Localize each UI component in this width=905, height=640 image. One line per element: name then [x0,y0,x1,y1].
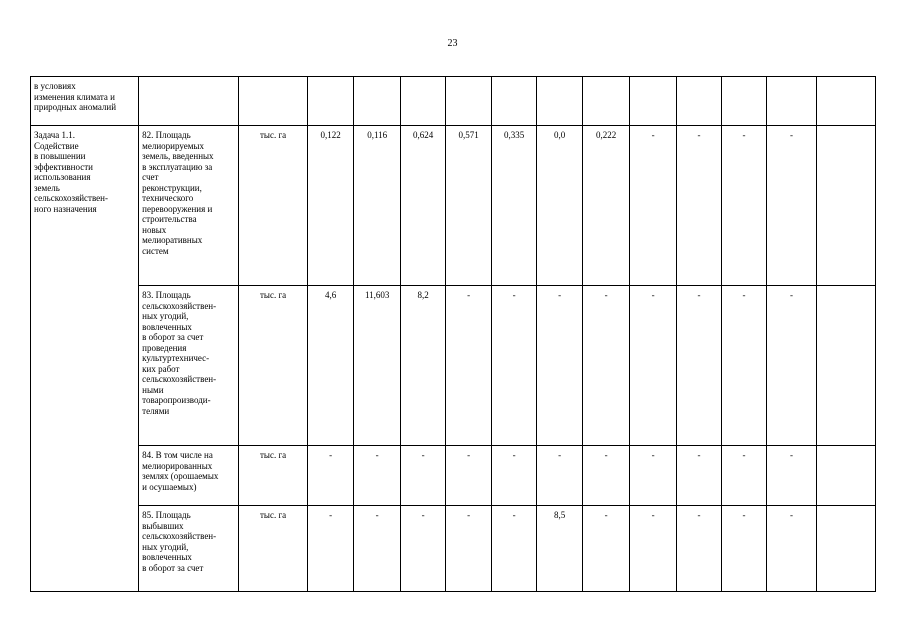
value-cell: - [446,506,491,592]
empty-cell [582,77,630,126]
value-cell: - [400,506,445,592]
value-cell: - [537,286,582,446]
unit-cell: тыс. га [239,446,308,506]
value-cell: - [582,446,630,506]
empty-cell [139,77,239,126]
value-cell: 11,603 [354,286,400,446]
value-cell: - [446,286,491,446]
value-cell: - [307,446,353,506]
unit-cell: тыс. га [239,506,308,592]
value-cell: - [630,126,676,286]
value-cell: - [537,446,582,506]
value-cell: - [630,506,676,592]
indicator-cell: 85. Площадь выбывших сельскохозяйствен- ных угодий, вовлеченных в оборот за счет [139,506,239,592]
value-cell: 8,2 [400,286,445,446]
value-cell [817,446,876,506]
empty-cell [817,77,876,126]
unit-cell: тыс. га [239,126,308,286]
value-cell: - [582,286,630,446]
value-cell: - [630,446,676,506]
indicator-cell: 83. Площадь сельскохозяйствен- ных угодий, вовлеченных в оборот за счет проведения культуртехничес- ких работ сельскохозяйствен- ными товаропроизводи- телями [139,286,239,446]
empty-cell [722,77,766,126]
continuation-cell: в условиях изменения климата и природных аномалий [31,77,139,126]
empty-cell [446,77,491,126]
continuation-row [31,77,876,126]
indicator-cell: 84. В том числе на мелиорированных землях (орошаемых и осушаемых) [139,446,239,506]
page-number: 23 [447,38,458,49]
value-cell: 0,222 [582,126,630,286]
value-cell: - [307,506,353,592]
empty-cell [766,77,817,126]
value-cell: - [630,286,676,446]
empty-cell [239,77,308,126]
value-cell: 0,0 [537,126,582,286]
value-cell [817,506,876,592]
value-cell: - [354,446,400,506]
value-cell [817,126,876,286]
value-cell: - [354,506,400,592]
value-cell: - [491,446,536,506]
value-cell: - [582,506,630,592]
value-cell: - [491,286,536,446]
empty-cell [537,77,582,126]
value-cell: 0,122 [307,126,353,286]
value-cell: 0,335 [491,126,536,286]
value-cell: 0,571 [446,126,491,286]
table-row [31,286,876,446]
empty-cell [400,77,445,126]
value-cell: - [722,446,766,506]
value-cell: - [676,126,721,286]
value-cell: - [766,446,817,506]
value-cell: - [722,286,766,446]
value-cell: 0,624 [400,126,445,286]
value-cell: 4,6 [307,286,353,446]
indicator-cell: 82. Площадь мелиорируемых земель, введенных в эксплуатацию за счет реконструкции, технического перевооружения и строительства новых мелиоративных систем [139,126,239,286]
empty-cell [630,77,676,126]
indicators-table [30,76,876,592]
value-cell: - [722,126,766,286]
value-cell: - [722,506,766,592]
value-cell: - [491,506,536,592]
value-cell: 0,116 [354,126,400,286]
value-cell: - [766,506,817,592]
value-cell: - [446,446,491,506]
table-row [31,446,876,506]
value-cell: - [676,446,721,506]
empty-cell [354,77,400,126]
value-cell: - [766,126,817,286]
value-cell [817,286,876,446]
empty-cell [307,77,353,126]
table-row [31,126,876,286]
unit-cell: тыс. га [239,286,308,446]
value-cell: - [766,286,817,446]
value-cell: - [676,286,721,446]
empty-cell [491,77,536,126]
table-row [31,506,876,592]
value-cell: 8,5 [537,506,582,592]
value-cell: - [400,446,445,506]
empty-cell [676,77,721,126]
task-cell: Задача 1.1. Содействие в повышении эффективности использования земель сельскохозяйствен- ного назначения [31,126,139,592]
value-cell: - [676,506,721,592]
